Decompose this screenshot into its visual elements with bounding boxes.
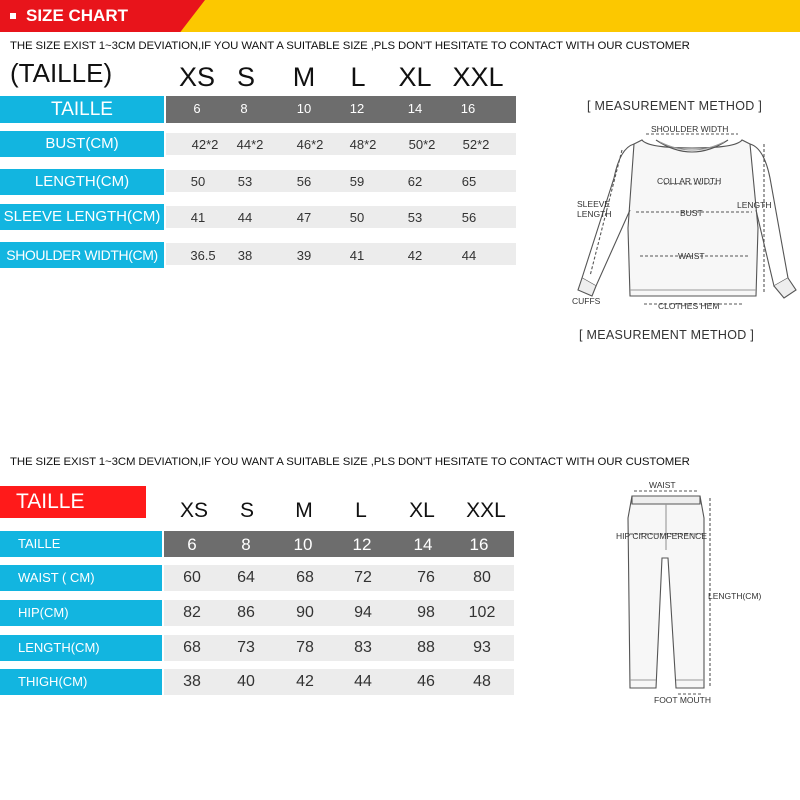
top-cell: 36.5 bbox=[190, 248, 216, 263]
top-cell: 44 bbox=[461, 248, 477, 263]
top-cell: 50 bbox=[349, 210, 365, 225]
top-row-label: BUST(CM) bbox=[0, 131, 164, 157]
bottom-cell: 94 bbox=[354, 604, 372, 621]
bottom-cell: 82 bbox=[183, 604, 201, 621]
bottom-cell: 8 bbox=[241, 535, 251, 554]
top-cell: 10 bbox=[296, 101, 312, 116]
bottom-cell: 80 bbox=[473, 569, 491, 586]
bottom-size-header: XS bbox=[179, 499, 208, 522]
shirt-length-label: LENGTH bbox=[737, 200, 772, 210]
bottom-cell: 48 bbox=[473, 673, 491, 690]
bottom-cell: 64 bbox=[237, 569, 255, 586]
bottom-size-header: XL bbox=[409, 499, 435, 522]
bottom-cell: 40 bbox=[237, 673, 255, 690]
top-cell: 14 bbox=[407, 101, 423, 116]
top-row-label: SLEEVE LENGTH(CM) bbox=[0, 204, 164, 230]
bottom-row-label: LENGTH(CM) bbox=[0, 635, 162, 661]
bottom-cell: 14 bbox=[413, 535, 433, 554]
top-cell: 41 bbox=[349, 248, 365, 263]
square-bullet-icon bbox=[10, 13, 16, 19]
top-cell: 47 bbox=[296, 210, 312, 225]
top-row-label: LENGTH(CM) bbox=[0, 169, 164, 195]
top-cell: 42*2 bbox=[191, 137, 219, 152]
shirt-cuffs-label: CUFFS bbox=[572, 296, 601, 306]
page-title: SIZE CHART bbox=[26, 6, 128, 25]
measurement-method-caption: [ MEASUREMENT METHOD ] bbox=[587, 99, 763, 113]
pants-illustration-icon bbox=[600, 488, 720, 698]
bottom-cell: 68 bbox=[296, 569, 314, 586]
bottom-cell: 102 bbox=[468, 604, 496, 621]
top-table-heading: (TAILLE) bbox=[10, 58, 113, 88]
top-cell: 48*2 bbox=[349, 137, 377, 152]
bottom-cell: 16 bbox=[469, 535, 489, 554]
bottom-cell: 46 bbox=[417, 673, 435, 690]
banner-yellow-band bbox=[170, 0, 800, 32]
top-cell: 56 bbox=[296, 174, 312, 189]
pants-foot-mouth-label: FOOT MOUTH bbox=[654, 695, 711, 705]
top-cell: 65 bbox=[461, 174, 477, 189]
shirt-bust-label: BUST bbox=[680, 208, 703, 218]
deviation-notice-top: THE SIZE EXIST 1~3CM DEVIATION,IF YOU WANT A SUITABLE SIZE ,PLS DON'T HESITATE TO CONTACT WITH OUR CUSTOMER bbox=[10, 40, 690, 52]
top-row-label: SHOULDER WIDTH(CM) bbox=[0, 242, 164, 268]
bottom-cell: 76 bbox=[417, 569, 435, 586]
bottom-cell: 93 bbox=[473, 639, 491, 656]
top-cell: 56 bbox=[461, 210, 477, 225]
shirt-collar-width-label: COLLAR WIDTH bbox=[657, 176, 722, 186]
top-cell: 39 bbox=[296, 248, 312, 263]
bottom-row-label: HIP(CM) bbox=[0, 600, 162, 626]
pants-waist-label: WAIST bbox=[649, 480, 676, 490]
bottom-size-header: M bbox=[295, 499, 313, 522]
shirt-shoulder-width-label: SHOULDER WIDTH bbox=[651, 124, 729, 134]
top-size-header: M bbox=[292, 62, 316, 92]
bottom-row-label: WAIST ( CM) bbox=[0, 565, 162, 591]
top-cell: 50 bbox=[190, 174, 206, 189]
top-cell: 38 bbox=[237, 248, 253, 263]
top-cell: 41 bbox=[190, 210, 206, 225]
bottom-cell: 60 bbox=[183, 569, 201, 586]
top-size-header: XXL bbox=[452, 62, 504, 92]
top-cell: 59 bbox=[349, 174, 365, 189]
shirt-sleeve-label: SLEEVE bbox=[577, 199, 611, 209]
deviation-notice-bottom: THE SIZE EXIST 1~3CM DEVIATION,IF YOU WANT A SUITABLE SIZE ,PLS DON'T HESITATE TO CONTACT WITH OUR CUSTOMER bbox=[10, 456, 690, 468]
bottom-table-heading: TAILLE bbox=[0, 486, 146, 518]
bottom-size-header: S bbox=[239, 499, 254, 522]
bottom-cell: 86 bbox=[237, 604, 255, 621]
top-cell: 50*2 bbox=[408, 137, 436, 152]
bottom-cell: 6 bbox=[187, 535, 197, 554]
bottom-cell: 98 bbox=[417, 604, 435, 621]
bottom-cell: 38 bbox=[183, 673, 201, 690]
top-cell: 6 bbox=[193, 101, 201, 116]
measurement-method-caption: [ MEASUREMENT METHOD ] bbox=[579, 328, 755, 342]
bottom-size-header: L bbox=[355, 499, 367, 522]
top-cell: 44*2 bbox=[236, 137, 264, 152]
top-size-header: XL bbox=[398, 62, 432, 92]
pants-length-label: LENGTH(CM) bbox=[708, 591, 762, 601]
bottom-row-label: THIGH(CM) bbox=[0, 669, 162, 695]
top-row-label: TAILLE bbox=[0, 96, 164, 123]
pants-hip-label: HIP CIRCUMFERENCE bbox=[616, 531, 707, 541]
header-banner bbox=[0, 0, 800, 32]
top-size-header: XS bbox=[178, 62, 216, 92]
bottom-cell: 78 bbox=[296, 639, 314, 656]
bottom-cell: 12 bbox=[352, 535, 372, 554]
shirt-sleeve-length-label: LENGTH bbox=[577, 209, 612, 219]
top-cell: 42 bbox=[407, 248, 423, 263]
shirt-clothes-hem-label: CLOTHES HEM bbox=[658, 301, 720, 311]
bottom-cell: 72 bbox=[354, 569, 372, 586]
shirt-waist-label: WAIST bbox=[678, 251, 705, 261]
top-cell: 52*2 bbox=[462, 137, 490, 152]
bottom-cell: 73 bbox=[237, 639, 255, 656]
top-cell: 8 bbox=[240, 101, 248, 116]
top-cell: 53 bbox=[237, 174, 253, 189]
bottom-cell: 10 bbox=[293, 535, 313, 554]
bottom-row-label: TAILLE bbox=[0, 531, 162, 557]
top-cell: 62 bbox=[407, 174, 423, 189]
top-cell: 46*2 bbox=[296, 137, 324, 152]
bottom-cell: 83 bbox=[354, 639, 372, 656]
bottom-cell: 88 bbox=[417, 639, 435, 656]
top-cell: 12 bbox=[349, 101, 365, 116]
bottom-cell: 44 bbox=[354, 673, 372, 690]
top-cell: 44 bbox=[237, 210, 253, 225]
top-cell: 53 bbox=[407, 210, 423, 225]
bottom-cell: 90 bbox=[296, 604, 314, 621]
bottom-cell: 42 bbox=[296, 673, 314, 690]
bottom-size-header: XXL bbox=[466, 499, 506, 522]
top-cell: 16 bbox=[460, 101, 476, 116]
top-size-header: L bbox=[350, 62, 366, 92]
top-size-header: S bbox=[236, 62, 255, 92]
bottom-cell: 68 bbox=[183, 639, 201, 656]
